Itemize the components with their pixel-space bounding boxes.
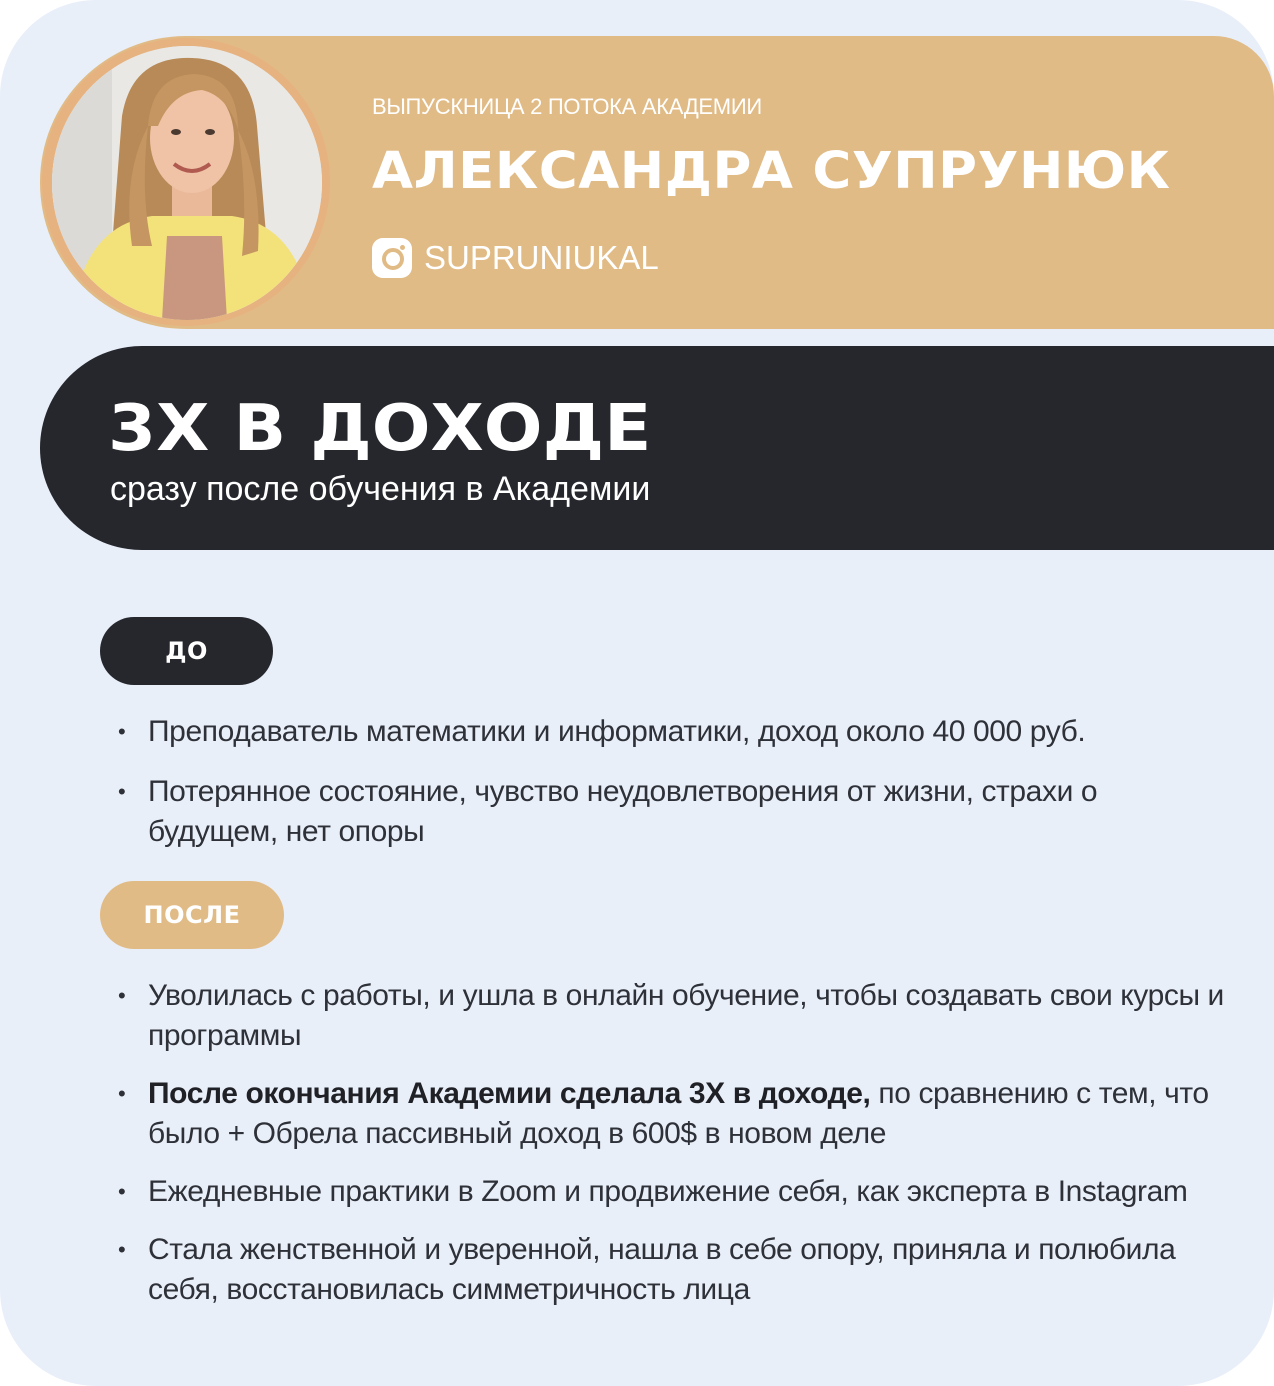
list-item: • Преподаватель математики и информатики, доход около 40 000 руб. [118,712,1228,752]
graduate-subtitle: ВЫПУСКНИЦА 2 ПОТОКА АКАДЕМИИ [372,94,762,119]
avatar-photo [52,46,322,320]
list-item: • Уволилась с работы, и ушла в онлайн обучение, чтобы создавать свои курсы и программы [118,976,1228,1056]
after-list [118,976,1228,1328]
instagram-link[interactable] [372,238,659,278]
before-label: ДО [100,617,273,685]
instagram-icon [372,238,412,278]
bold-highlight: После окончания Академии сделала 3Х в доходе, [148,1077,871,1110]
list-item: • Стала женственной и уверенной, нашла в себе опору, приняла и полюбила себя, восстановилась симметричность лица [118,1230,1228,1310]
person-name: АЛЕКСАНДРА СУПРУНЮК [372,142,1171,201]
list-item: • Потерянное состояние, чувство неудовлетворения от жизни, страхи о будущем, нет опоры [118,772,1228,852]
after-label: ПОСЛЕ [100,881,284,949]
list-item: • После окончания Академии сделала 3Х в доходе, по сравнению с тем, что было + Обрела пассивный доход в 600$ в новом деле [118,1074,1228,1154]
result-headline: 3Х В ДОХОДЕ [108,392,652,466]
before-list [118,712,1228,872]
result-subline: сразу после обучения в Академии [110,470,651,508]
instagram-handle: SUPRUNIUKAL [424,239,659,276]
portrait-illustration [52,46,322,320]
list-item: • Ежедневные практики в Zoom и продвижение себя, как эксперта в Instagram [118,1172,1228,1212]
avatar [42,38,330,326]
